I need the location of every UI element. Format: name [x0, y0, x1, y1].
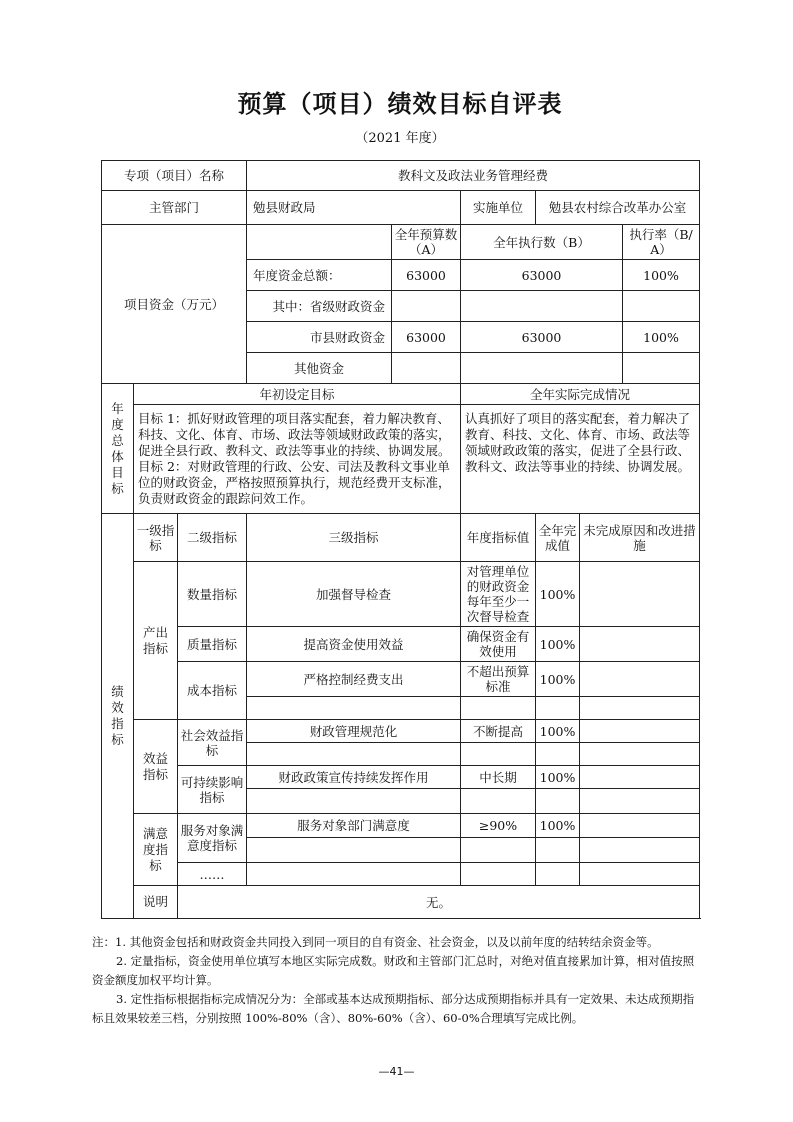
perf-reason	[580, 697, 700, 720]
page-number: —41—	[378, 1065, 415, 1078]
perf-reason	[580, 743, 700, 766]
perf-done: 100%	[536, 814, 580, 838]
perf-level2: 社会效益指标	[178, 720, 247, 766]
perf-level3: 提高资金使用效益	[247, 627, 461, 662]
perf-target: 确保资金有效使用	[461, 627, 536, 662]
perf-target	[461, 838, 536, 863]
funds-row-a: 63000	[392, 260, 461, 291]
funds-row-label: 其他资金	[247, 353, 392, 384]
funds-row-b: 63000	[461, 322, 623, 353]
perf-target	[461, 697, 536, 720]
funds-row-rate: 100%	[623, 322, 700, 353]
project-name-label: 专项（项目）名称	[102, 161, 247, 191]
perf-done	[536, 697, 580, 720]
funds-header-a: 全年预算数（A）	[392, 225, 461, 260]
perf-level3: 严格控制经费支出	[247, 662, 461, 697]
perf-level2: 可持续影响指标	[178, 766, 247, 814]
perf-level1: 效益指标	[134, 720, 178, 814]
funds-row-a	[392, 353, 461, 384]
perf-row	[102, 814, 700, 838]
funds-header-b: 全年执行数（B）	[461, 225, 623, 260]
perf-level2: 成本指标	[178, 662, 247, 720]
perf-done	[536, 838, 580, 863]
perf-done: 100%	[536, 627, 580, 662]
perf-reason	[580, 838, 700, 863]
perf-done: 100%	[536, 720, 580, 743]
project-name-value: 教科文及政法业务管理经费	[247, 161, 700, 191]
perf-target: 对管理单位的财政资金每年至少一次督导检查	[461, 562, 536, 627]
goals-actual-header: 全年实际完成情况	[461, 384, 700, 405]
funds-row-b	[461, 353, 623, 384]
perf-level1: 满意度指标	[134, 814, 178, 886]
perf-row	[102, 766, 700, 789]
perf-level3	[247, 838, 461, 863]
perf-row	[102, 662, 700, 697]
performance-label: 绩效指标	[102, 514, 134, 919]
perf-target: 中长期	[461, 766, 536, 789]
perf-done: 100%	[536, 766, 580, 789]
perf-reason	[580, 720, 700, 743]
footnote-1: 注：1. 其他资金包括和财政资金共同投入到同一项目的自有资金、社会资金，以及以前年度的结转结余资金等。	[92, 935, 659, 949]
perf-target	[461, 789, 536, 814]
dept-label: 主管部门	[102, 191, 247, 225]
perf-done: 100%	[536, 562, 580, 627]
perf-level3: 财政政策宣传持续发挥作用	[247, 766, 461, 789]
perf-level3: 加强督导检查	[247, 562, 461, 627]
perf-reason	[580, 562, 700, 627]
funds-row-b	[461, 291, 623, 322]
remarks-value: 无。	[178, 886, 700, 919]
impl-label: 实施单位	[461, 191, 536, 225]
perf-header-done: 全年完成值	[536, 514, 580, 562]
perf-level2: 数量指标	[178, 562, 247, 627]
perf-header-level2: 二级指标	[178, 514, 247, 562]
perf-target: 不超出预算标准	[461, 662, 536, 697]
perf-header-target: 年度指标值	[461, 514, 536, 562]
year-subtitle: （2021 年度）	[355, 131, 445, 146]
perf-reason	[580, 662, 700, 697]
funds-row-label: 其中：省级财政资金	[247, 291, 392, 322]
goals-label: 年度总体目标	[102, 384, 134, 514]
perf-header-reason: 未完成原因和改进措施	[580, 514, 700, 562]
funds-row-rate: 100%	[623, 260, 700, 291]
goals-actual-text: 认真抓好了项目的落实配套，着力解决了教育、科技、文化、体育、市场、政法等领域财政政策的落实，促进了全县行政、教科文、政法等事业的持续、协调发展。	[461, 405, 700, 514]
perf-reason	[580, 814, 700, 838]
perf-done	[536, 863, 580, 886]
goals-set-header: 年初设定目标	[134, 384, 461, 405]
perf-header-level1: 一级指标	[134, 514, 178, 562]
perf-level3: 服务对象部门满意度	[247, 814, 461, 838]
funds-row-label: 市县财政资金	[247, 322, 392, 353]
funds-header-blank	[247, 225, 392, 260]
footnote-3: 3. 定性指标根据指标完成情况分为：全部或基本达成预期指标、部分达成预期指标并具有一定效果、未达成预期指标且效果较差三档，分别按照 100%-80%（含）、80%-60%（含）、60-0%合理填写完成比例。	[92, 992, 695, 1025]
perf-target	[461, 743, 536, 766]
funds-row-a	[392, 291, 461, 322]
perf-row	[102, 720, 700, 743]
perf-level2: ……	[178, 863, 247, 886]
perf-target: ≥90%	[461, 814, 536, 838]
perf-level3	[247, 743, 461, 766]
funds-row-label: 年度资金总额：	[247, 260, 392, 291]
perf-row	[102, 863, 700, 886]
remarks-label: 说明	[134, 886, 178, 919]
funds-row-b: 63000	[461, 260, 623, 291]
perf-level2: 质量指标	[178, 627, 247, 662]
perf-level3	[247, 789, 461, 814]
funds-row-rate	[623, 353, 700, 384]
perf-level2: 服务对象满意度指标	[178, 814, 247, 863]
perf-row	[102, 562, 700, 627]
impl-value: 勉县农村综合改革办公室	[536, 191, 700, 225]
perf-target	[461, 863, 536, 886]
page-title: 预算（项目）绩效目标自评表	[237, 90, 563, 118]
funds-header-rate: 执行率（B/A）	[623, 225, 700, 260]
perf-header-level3: 三级指标	[247, 514, 461, 562]
perf-level3	[247, 697, 461, 720]
perf-done	[536, 743, 580, 766]
perf-reason	[580, 766, 700, 789]
perf-reason	[580, 789, 700, 814]
perf-reason	[580, 863, 700, 886]
dept-value: 勉县财政局	[247, 191, 461, 225]
footnote-2: 2. 定量指标，资金使用单位填写本地区实际完成数。财政和主管部门汇总时，对绝对值直接累加计算，相对值按照资金额度加权平均计算。	[92, 954, 695, 987]
perf-done: 100%	[536, 662, 580, 697]
goals-set-text: 目标 1：抓好财政管理的项目落实配套，着力解决教育、科技、文化、体育、市场、政法等领域财政政策的落实，促进全县行政、教科文、政法等事业的持续、协调发展。目标 2：对财政管理的行政、公安、司法及教科文事业单位的财政资金，严格按照预算执行，规范经费开支标准，负责财政资金的跟踪问效工作。	[134, 405, 461, 514]
funds-row-a: 63000	[392, 322, 461, 353]
perf-reason	[580, 627, 700, 662]
funds-label: 项目资金（万元）	[102, 225, 247, 384]
perf-level3	[247, 863, 461, 886]
funds-row-rate	[623, 291, 700, 322]
perf-level1: 产出指标	[134, 562, 178, 720]
perf-row	[102, 627, 700, 662]
evaluation-table	[101, 160, 700, 919]
perf-target: 不断提高	[461, 720, 536, 743]
footnotes	[92, 933, 704, 1028]
perf-level3: 财政管理规范化	[247, 720, 461, 743]
perf-done	[536, 789, 580, 814]
